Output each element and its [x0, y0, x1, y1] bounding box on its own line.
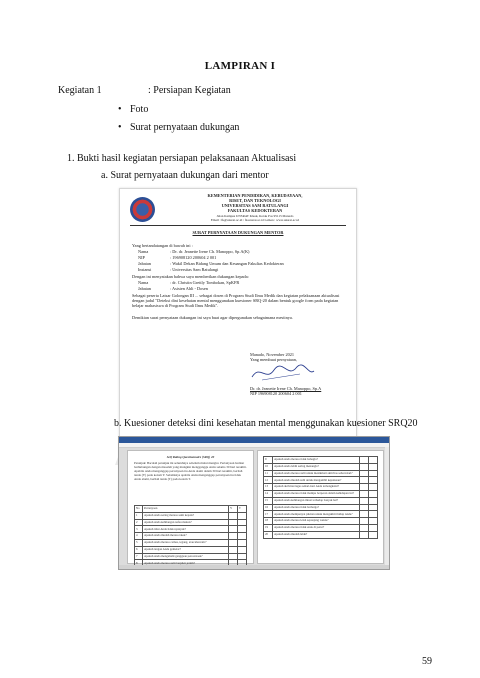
row-number: 11 — [264, 470, 273, 477]
table-row — [264, 511, 378, 518]
row-question: Apakah tidur Anda tidak nyenyak? — [143, 526, 229, 533]
row-question: Apakah Anda merasa sulit untuk menikmati aktivitas sehari-hari? — [273, 470, 360, 477]
table-row — [135, 533, 247, 540]
row-question: Apakah Anda merasa cemas, tegang, atau khawatir? — [143, 539, 229, 546]
row-question: Apakah Anda merasa tidak berharga? — [273, 504, 360, 511]
row-number: 3 — [135, 526, 143, 533]
table-row — [135, 546, 247, 553]
letterhead-line-2: RISET, DAN TEKNOLOGI — [229, 198, 281, 203]
vertical-scrollbar[interactable] — [385, 447, 389, 565]
row-number: 8 — [135, 560, 143, 567]
letterhead-line-4: FAKULTAS KEDOKTERAN — [227, 208, 283, 213]
item-a-caption: a. Surat pernyataan dukungan dari mentor — [101, 170, 269, 181]
section-1-heading: 1. Bukti hasil kegiatan persiapan pelaksanaan Aktualisasi — [67, 153, 297, 164]
row-number: 7 — [135, 553, 143, 560]
column-header: T — [238, 506, 247, 513]
page-number: 59 — [422, 656, 432, 667]
row-question: Apakah Anda mudah lelah? — [273, 531, 360, 538]
letter-heading: SURAT PERNYATAAN DUKUNGAN MENTOR — [192, 230, 284, 235]
row-number: 13 — [264, 484, 273, 491]
table-row — [264, 531, 378, 538]
letterhead-address: Jalan Kampus UNSRAT Kleak, Kotak Pos 95115 Manado — [216, 214, 294, 218]
row-number: 16 — [264, 504, 273, 511]
row-question: Apakah Anda lebih sering menangis? — [273, 463, 360, 470]
table-row — [264, 524, 378, 531]
table-row — [264, 457, 378, 464]
field-key: NIP — [138, 255, 145, 260]
bullet-item-foto: • Foto — [130, 104, 148, 115]
document-title: Self Rating Questionnaire (SRQ) 20 — [166, 455, 215, 459]
letter-signer-name: Dr. dr. Jeanette Irene Ch. Manoppo, Sp.A — [250, 386, 322, 391]
row-question: Apakah Anda mudah sulit untuk mengambil keputusan? — [273, 477, 360, 484]
table-row — [264, 470, 378, 477]
row-question: Apakah Anda merasa tidak mampu berperan dalam kehidupan ini? — [273, 490, 360, 497]
row-number: 14 — [264, 490, 273, 497]
row-number: 19 — [264, 524, 273, 531]
row-number: 17 — [264, 511, 273, 518]
word-status-bar — [119, 565, 389, 569]
row-question: Apakah Anda merasa tidak bahagia? — [273, 457, 360, 464]
letter-body: Sebagai peserta Latsar Golongan III ... sebagai dosen di Program Studi Ilmu Medik dan kegiatan pelaksanaan aktualisasi dengan judul "Deteksi dini kesehatan mental menggunakan kuesioner SRQ-20 dalam bentuk google form pada kegiatan belajar mahasiswa di Program Studi Ilmu Medik". — [132, 293, 340, 308]
table-header-row — [135, 506, 247, 513]
row-number: 10 — [264, 463, 273, 470]
row-number: 9 — [264, 457, 273, 464]
row-number: 4 — [135, 533, 143, 540]
table-row — [135, 519, 247, 526]
row-question: Apakah Anda mengalami gangguan pencernaan? — [143, 553, 229, 560]
row-number: 5 — [135, 539, 143, 546]
activity-value: : Persiapan Kegiatan — [148, 85, 231, 96]
row-question: Apakah Anda merasa tidak enak di perut? — [273, 524, 360, 531]
table-row — [135, 526, 247, 533]
letter-intro-2: Dengan ini menyatakan bahwa saya memberikan dukungan kepada: — [132, 274, 249, 279]
letterhead-contact: Email : fk@unsrat.ac.id / fk.unsrat.ac.id Laman : www.unsrat.ac.id — [210, 218, 300, 222]
row-question: Apakah Anda kehilangan nafsu makan? — [143, 519, 229, 526]
column-header: No — [135, 506, 143, 513]
field-value: : Wakil Dekan Bidang Umum dan Keuangan Fakultas Kedokteran — [170, 261, 284, 266]
row-number: 2 — [135, 519, 143, 526]
document-page-left — [127, 450, 254, 564]
table-row — [135, 553, 247, 560]
field-key: Nama — [138, 280, 149, 285]
srq20-document-screenshot — [118, 436, 390, 570]
field-value: : 196908120 200604 2 001 — [170, 255, 217, 260]
row-number: 1 — [135, 512, 143, 519]
unsrat-logo — [130, 197, 155, 222]
field-key: Jabatan — [138, 261, 151, 266]
letterhead-line-1: KEMENTERIAN PENDIDIKAN, KEBUDAYAAN, — [207, 193, 303, 198]
table-row — [264, 497, 378, 504]
table-row — [264, 484, 378, 491]
field-value: : dr. Christin Grettly Tombokan, SpKFR — [170, 280, 240, 285]
field-value: : Asisten Ahli - Dosen — [170, 286, 208, 291]
srq-table-right — [263, 456, 378, 539]
letter-signer-title: Yang membuat pernyataan, — [250, 357, 297, 362]
field-key: Instansi — [138, 267, 152, 272]
field-value: : Dr. dr. Jeanette Irene Ch. Manoppo, Sp.A(K) — [170, 249, 250, 254]
table-row — [264, 463, 378, 470]
column-header: Y — [229, 506, 238, 513]
column-header: Pertanyaan — [143, 506, 229, 513]
table-row — [264, 504, 378, 511]
letter-signer-nip: NIP 196908120 200604 2 001 — [250, 391, 302, 396]
row-question: Apakah Anda mempunyai pikiran untuk mengakhiri hidup Anda? — [273, 511, 360, 518]
item-b-caption: b. Kuesioner deteksi dini kesehatan mental menggunakan kuesioner SRQ20 — [114, 418, 418, 429]
table-row — [264, 477, 378, 484]
table-row — [264, 490, 378, 497]
table-row — [135, 512, 247, 519]
letter-place-date: Manado, November 2021 — [250, 352, 295, 357]
field-key: Jabatan — [138, 286, 151, 291]
table-row — [264, 518, 378, 525]
row-question: Apakah Anda mudah merasa takut? — [143, 533, 229, 540]
document-page-right — [257, 450, 384, 564]
letterhead-line-3: UNIVERSITAS SAM RATULANGI — [221, 203, 289, 208]
srq-table-left — [134, 505, 247, 567]
page-title: LAMPIRAN I — [204, 60, 276, 72]
letter-closing: Demikian surat pernyataan dukungan ini saya buat agar dipergunakan sebagaimana mestinya. — [132, 315, 293, 320]
row-number: 18 — [264, 518, 273, 525]
row-question: Apakah tangan Anda gemetar? — [143, 546, 229, 553]
row-number: 20 — [264, 531, 273, 538]
document-instructions: Petunjuk: Bacalah petunjuk ini seluruhnya sebelum mulai mengisi. Pertanyaan berikut berhubungan dengan masalah yang mungkin mengganggu Anda selama 30 hari terakhir. Apabila Anda menganggap pertanyaan itu Anda alami dalam 30 hari terakhir, berilah tanda (Y) pada kolom Y. Sebaliknya apabila Anda menganggap pertanyaan itu tidak Anda alami, berilah tanda (T) pada kolom T. — [134, 461, 247, 481]
field-key: Nama — [138, 249, 149, 254]
row-question: Apakah aktivitas/tugas sehari-hari Anda terbengkalai? — [273, 484, 360, 491]
word-ribbon — [119, 443, 389, 448]
row-number: 15 — [264, 497, 273, 504]
letterhead-rule — [130, 225, 346, 226]
row-question: Apakah Anda merasa lelah sepanjang waktu? — [273, 518, 360, 525]
activity-label: Kegiatan 1 — [58, 85, 102, 96]
row-number: 6 — [135, 546, 143, 553]
bullet-item-surat: • Surat pernyataan dukungan — [130, 122, 239, 133]
letter-intro: Yang bertandatangan di bawah ini : — [132, 243, 193, 248]
signature-image — [248, 362, 318, 384]
row-number: 12 — [264, 477, 273, 484]
row-question: Apakah Anda sering merasa sakit kepala? — [143, 512, 229, 519]
table-row — [135, 539, 247, 546]
field-value: : Universitas Sam Ratulangi — [170, 267, 219, 272]
row-question: Apakah Anda kehilangan minat terhadap banyak hal? — [273, 497, 360, 504]
row-question: Apakah Anda merasa sulit berpikir jernih? — [143, 560, 229, 567]
